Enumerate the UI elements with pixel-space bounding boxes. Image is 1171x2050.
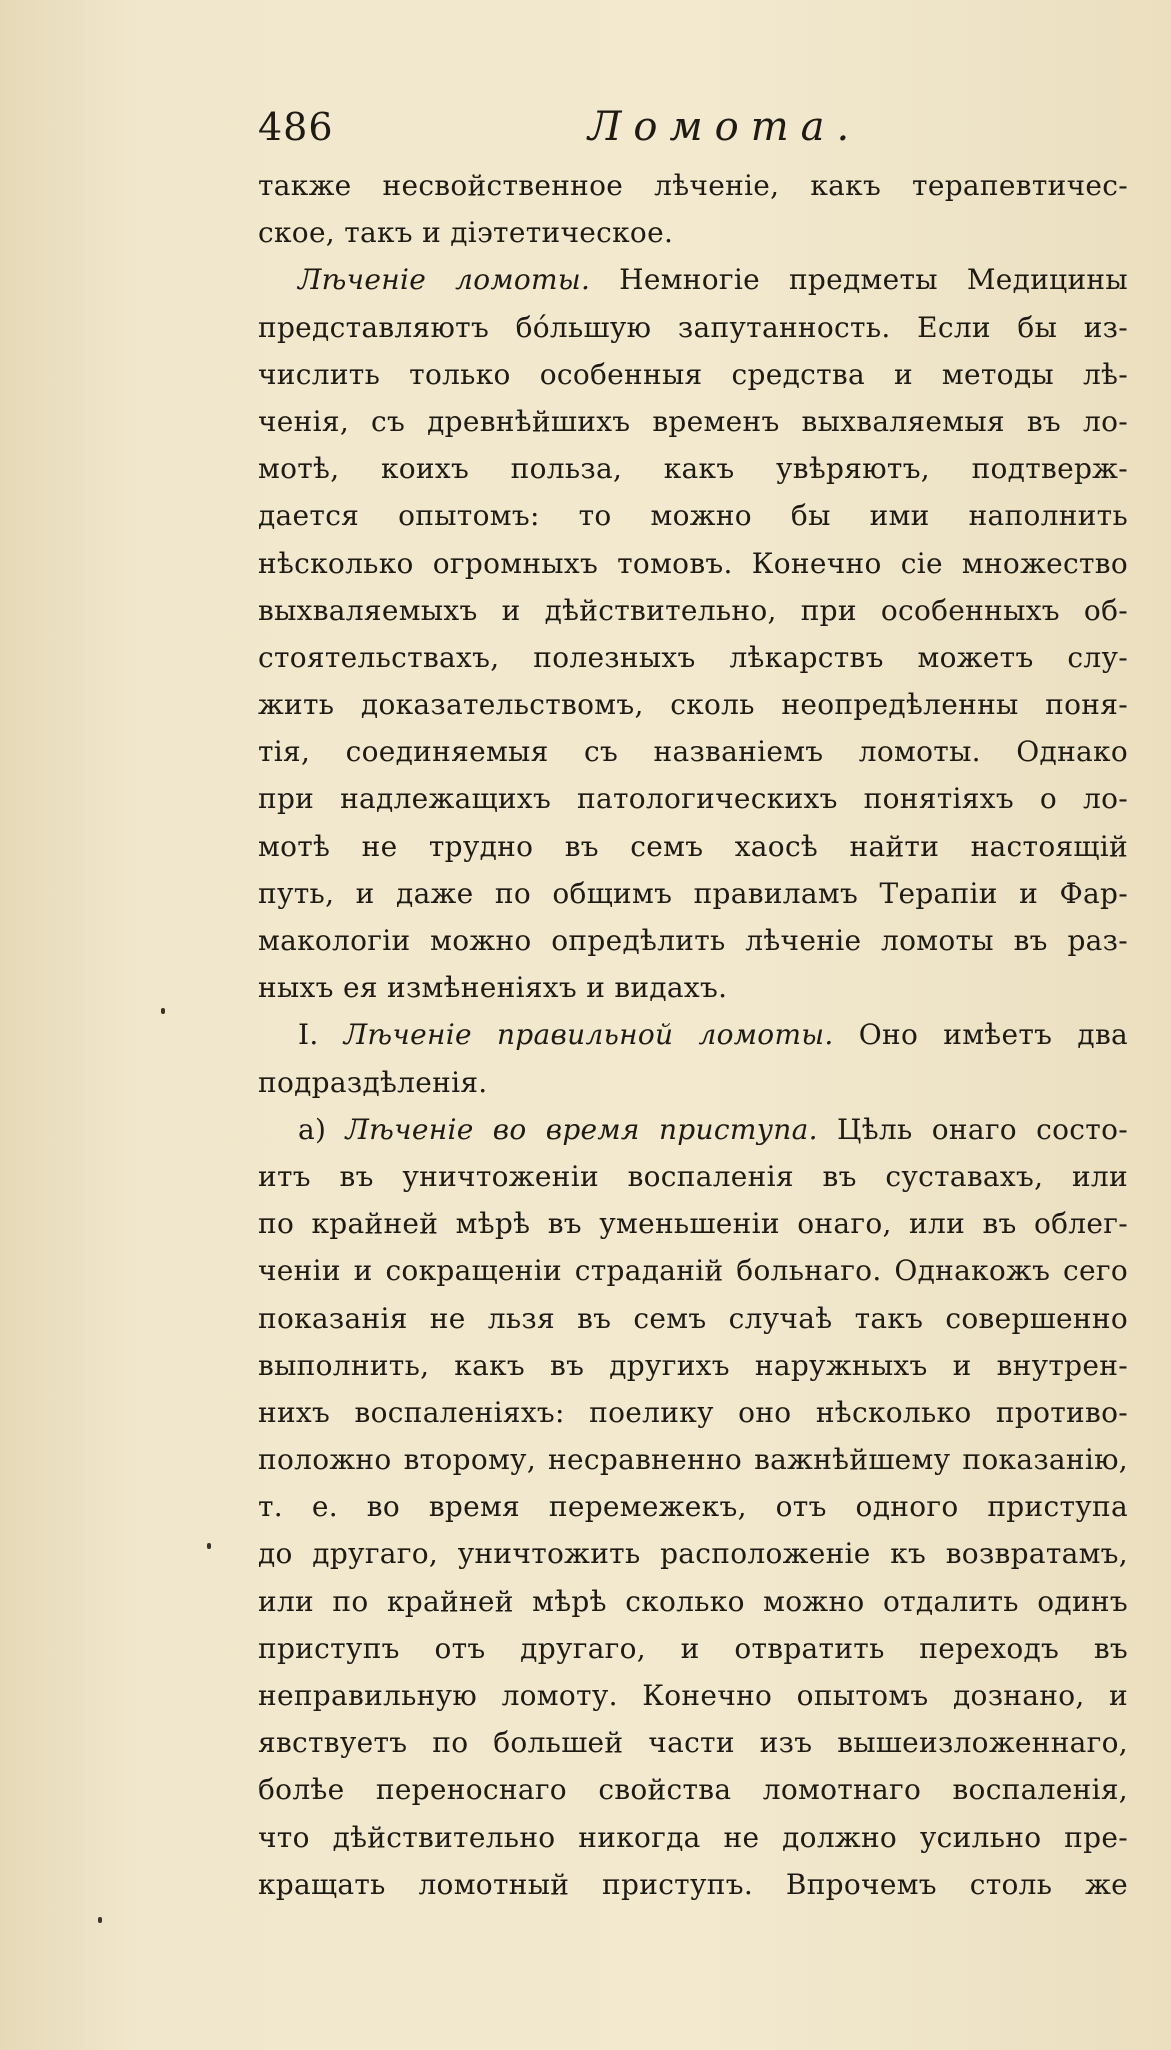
text-run: I. [298,1018,344,1052]
text-run: что дѣйствительно никогда не должно усильно пре- [258,1820,1128,1854]
text-line [258,870,1128,917]
text-line [258,1106,1128,1153]
text-line [258,1861,1128,1908]
text-run: подраздѣленія. [258,1065,488,1099]
text-line [258,492,1128,539]
text-run: ченія, съ древнѣйшихъ временъ выхваляемыя въ ло- [258,404,1128,438]
text-run: ченіи и сокращеніи страданій больнаго. Однакожъ сего [258,1254,1128,1288]
text-run: мотѣ не трудно въ семъ хаосѣ найти настоящій [258,829,1128,863]
text-line [258,1059,1128,1106]
text-line [258,1672,1128,1719]
text-line [258,1342,1128,1389]
text-line [258,1530,1128,1577]
text-run: явствуетъ по большей части изъ вышеизложеннаго, [258,1726,1128,1760]
text-line [258,540,1128,587]
text-line [258,1389,1128,1436]
text-line [258,398,1128,445]
text-run: числить только особенныя средства и методы лѣ- [258,357,1128,391]
text-run: путь, и даже по общимъ правиламъ Терапіи и Фар- [258,876,1128,910]
text-run: макологіи можно опредѣлить лѣченіе ломоты въ раз- [258,924,1128,957]
text-line [258,162,1128,209]
text-run: ское, такъ и діэтетическое. [258,216,674,250]
text-run: положно второму, несравненно важнѣйшему показанію, [258,1443,1128,1477]
text-run: тія, соединяемыя съ названіемъ ломоты. Однако [258,735,1128,769]
text-line [258,964,1128,1011]
page-header [258,102,862,152]
text-line [258,1247,1128,1294]
text-run: до другаго, уничтожить расположеніе къ возвратамъ, [258,1537,1128,1571]
text-line [258,1578,1128,1625]
text-line [258,681,1128,728]
italic-heading: Лѣченіе ломоты. [298,263,591,297]
text-run: при надлежащихъ патологическихъ понятіяхъ о ло- [258,782,1128,816]
text-run: приступъ отъ другаго, и отвратить переходъ въ [258,1631,1128,1665]
text-run: болѣе переноснаго свойства ломотнаго воспаленія, [258,1773,1128,1807]
text-line [258,445,1128,492]
text-line [258,587,1128,634]
text-line [258,351,1128,398]
text-run: Оно имѣетъ два [833,1018,1128,1052]
body-text [258,162,1128,1908]
text-run: а) [298,1112,346,1146]
text-run: показанія не льзя въ семъ случаѣ такъ совершенно [258,1301,1128,1335]
text-line [258,823,1128,870]
text-run: стоятельствахъ, полезныхъ лѣкарствъ можетъ слу- [258,640,1128,674]
text-run: мотѣ, коихъ польза, какъ увѣряютъ, подтверж- [258,452,1128,486]
text-run: ныхъ ея измѣненіяхъ и видахъ. [258,971,728,1005]
text-run: выполнить, какъ въ другихъ наружныхъ и внутрен- [258,1348,1128,1382]
text-run: Цѣль онаго состо- [817,1112,1128,1146]
italic-heading: Лѣченіе во время приступа. [345,1112,818,1146]
text-run: или по крайней мѣрѣ сколько можно отдалить одинъ [258,1584,1128,1618]
italic-heading: Лѣченіе правильной ломоты. [343,1018,834,1052]
text-line [258,917,1128,964]
text-line [258,1011,1128,1058]
paper-speck [98,1917,102,1923]
text-line [258,728,1128,775]
text-run: неправильную ломоту. Конечно опытомъ дознано, и [258,1679,1128,1712]
text-line [258,1814,1128,1861]
text-run: дается опытомъ: то можно бы ими наполнить [258,499,1128,533]
text-line [258,634,1128,681]
running-title: Ломота. [588,104,862,150]
text-line [258,1766,1128,1813]
text-line [258,775,1128,822]
text-run: кращать ломотный приступъ. Впрочемъ столь же [258,1867,1128,1901]
paper-speck [161,1008,165,1014]
text-run: также несвойственное лѣченіе, какъ терапевтичес- [258,169,1128,202]
text-line [258,1295,1128,1342]
text-run: представляютъ бо́льшую запутанность. Если бы из- [258,310,1128,344]
text-line [258,304,1128,351]
text-line [258,1625,1128,1672]
text-run: по крайней мѣрѣ въ уменьшеніи онаго, или въ облег- [258,1207,1128,1241]
page-number: 486 [258,105,334,149]
text-run: нѣсколько огромныхъ томовъ. Конечно сіе множество [258,546,1128,580]
text-run: жить доказательствомъ, сколь неопредѣленны поня- [258,688,1128,722]
text-line [258,1200,1128,1247]
text-run: Немногіе предметы Медицины [590,263,1128,297]
text-line [258,256,1128,303]
paper-speck [207,1543,211,1549]
text-line [258,1436,1128,1483]
text-run: выхваляемыхъ и дѣйствительно, при особенныхъ об- [258,593,1128,627]
text-line [258,1719,1128,1766]
text-line [258,1483,1128,1530]
text-line [258,1153,1128,1200]
text-run: итъ въ уничтоженіи воспаленія въ суставахъ, или [258,1159,1128,1193]
text-run: т. е. во время перемежекъ, отъ одного приступа [258,1490,1128,1524]
text-line [258,209,1128,256]
text-run: нихъ воспаленіяхъ: поелику оно нѣсколько противо- [258,1395,1128,1429]
